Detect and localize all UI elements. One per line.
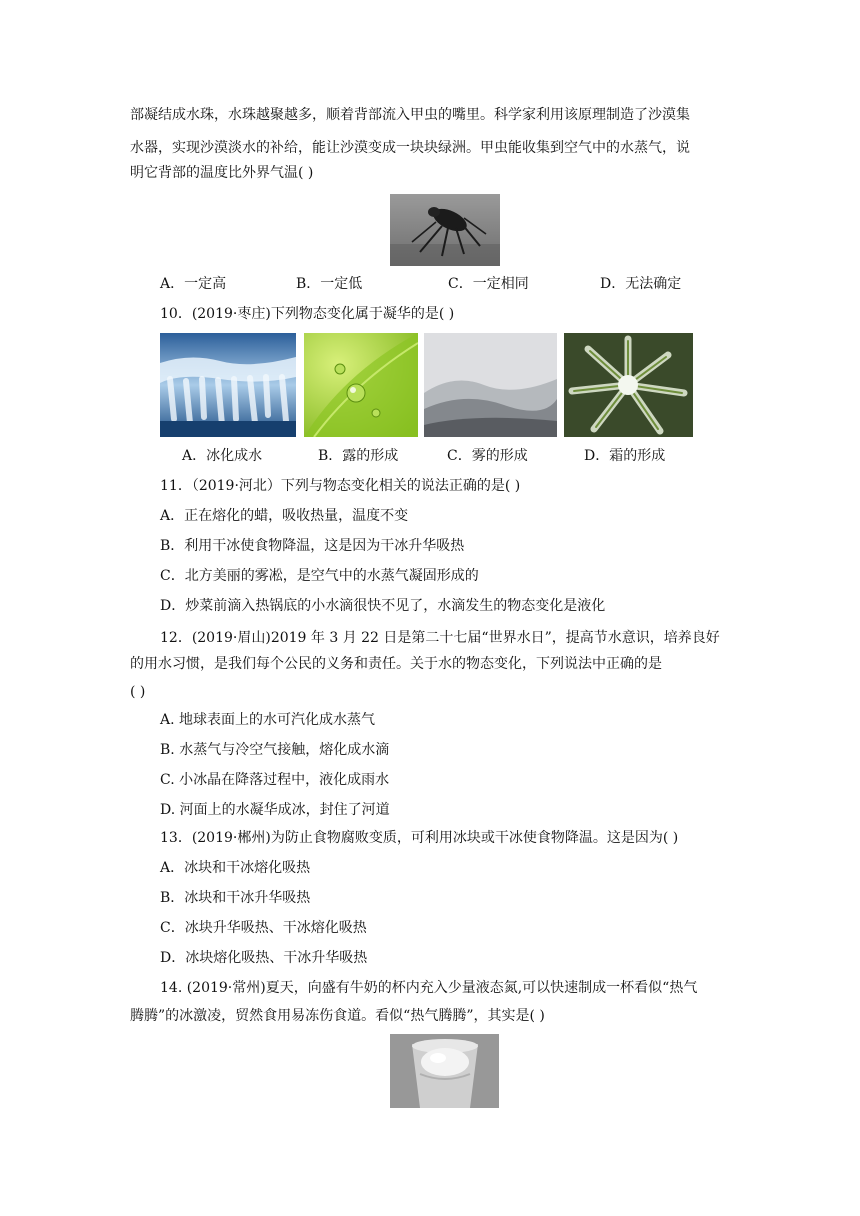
q9-option-c[interactable]: C．一定相同 bbox=[448, 276, 529, 292]
q13-option-c[interactable]: C．冰块升华吸热、干冰熔化吸热 bbox=[160, 920, 367, 936]
q9-options bbox=[160, 274, 720, 294]
q12-line-2: 的用水习惯，是我们每个公民的义务和责任。关于水的物态变化，下列说法中正确的是 bbox=[130, 656, 662, 672]
q13-option-b[interactable]: B．冰块和干冰升华吸热 bbox=[160, 890, 311, 906]
q9-option-a[interactable]: A．一定高 bbox=[160, 276, 227, 292]
q11-option-a[interactable]: A．正在熔化的蜡，吸收热量，温度不变 bbox=[160, 508, 409, 524]
q12-option-d[interactable]: D. 河面上的水凝华成冰，封住了河道 bbox=[160, 802, 390, 818]
dew-leaf-photo bbox=[304, 333, 418, 437]
fog-mountain-photo bbox=[424, 333, 557, 437]
q12-option-b[interactable]: B. 水蒸气与冷空气接触，熔化成水滴 bbox=[160, 742, 390, 758]
q9-option-b[interactable]: B．一定低 bbox=[296, 276, 363, 292]
q10-stem: 10．(2019·枣庄)下列物态变化属于凝华的是( ) bbox=[160, 306, 455, 322]
q9-line-2: 水器，实现沙漠淡水的补给，能让沙漠变成一块块绿洲。甲虫能收集到空气中的水蒸气，说 bbox=[130, 140, 690, 156]
q14-line-1: 14. (2019·常州)夏天，向盛有牛奶的杯内充入少量液态氮,可以快速制成一杯看似“热气 bbox=[160, 980, 698, 996]
q11-option-b[interactable]: B．利用干冰使食物降温，这是因为干冰升华吸热 bbox=[160, 538, 465, 554]
q10-option-d[interactable]: D．霜的形成 bbox=[584, 448, 666, 464]
q10-option-c[interactable]: C．雾的形成 bbox=[447, 448, 528, 464]
q10-option-b[interactable]: B．露的形成 bbox=[318, 448, 399, 464]
frost-plant-photo bbox=[564, 333, 693, 437]
q12-option-a[interactable]: A. 地球表面上的水可汽化成水蒸气 bbox=[160, 712, 376, 728]
beetle-photo bbox=[390, 194, 500, 266]
ice-cream-cup-photo bbox=[390, 1034, 499, 1108]
q12-option-c[interactable]: C. 小冰晶在降落过程中，液化成雨水 bbox=[160, 772, 390, 788]
q12-line-1: 12．(2019·眉山)2019 年 3 月 22 日是第二十七届“世界水日”，提高节水意识，培养良好 bbox=[160, 630, 720, 646]
q9-option-d[interactable]: D．无法确定 bbox=[600, 276, 682, 292]
q14-line-2: 腾腾”的冰激凌，贸然食用易冻伤食道。看似“热气腾腾”，其实是( ) bbox=[130, 1008, 545, 1024]
q10-options bbox=[0, 446, 860, 466]
q13-option-d[interactable]: D．冰块熔化吸热、干冰升华吸热 bbox=[160, 950, 368, 966]
q13-stem: 13．(2019·郴州)为防止食物腐败变质，可利用冰块或干冰使食物降温。这是因为( ) bbox=[160, 830, 679, 846]
q11-option-c[interactable]: C．北方美丽的雾凇，是空气中的水蒸气凝固形成的 bbox=[160, 568, 479, 584]
q11-stem: 11．（2019·河北）下列与物态变化相关的说法正确的是( ) bbox=[160, 478, 521, 494]
q10-option-a[interactable]: A．冰化成水 bbox=[182, 448, 263, 464]
ice-photo bbox=[160, 333, 296, 437]
q13-option-a[interactable]: A．冰块和干冰熔化吸热 bbox=[160, 860, 311, 876]
q9-line-1: 部凝结成水珠，水珠越聚越多，顺着背部流入甲虫的嘴里。科学家利用该原理制造了沙漠集 bbox=[130, 107, 690, 123]
q9-line-3: 明它背部的温度比外界气温( ) bbox=[130, 165, 314, 181]
q12-line-3: ( ) bbox=[130, 684, 146, 700]
q11-option-d[interactable]: D．炒菜前滴入热锅底的小水滴很快不见了，水滴发生的物态变化是液化 bbox=[160, 598, 606, 614]
